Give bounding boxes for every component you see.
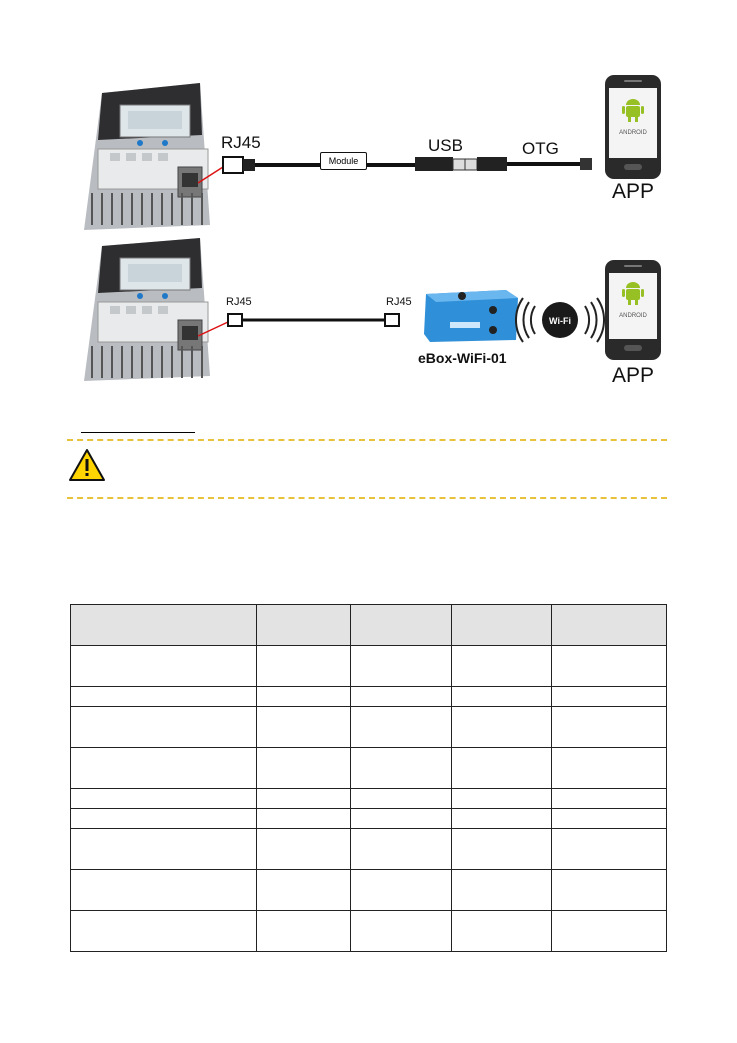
warning-top-divider — [67, 439, 667, 441]
label-otg: OTG — [522, 139, 559, 158]
label-usb: USB — [428, 136, 463, 155]
rj45-plug-icon — [223, 157, 320, 173]
micro-usb-plug-icon — [580, 158, 592, 170]
table-cell — [552, 707, 667, 748]
table-cell — [71, 748, 257, 789]
table-cell — [452, 911, 552, 952]
table-cell — [552, 809, 667, 829]
table-cell — [71, 829, 257, 870]
table-cell — [71, 646, 257, 687]
table-cell — [452, 707, 552, 748]
table-header-cell — [552, 605, 667, 646]
table-cell — [552, 829, 667, 870]
table-header-cell — [452, 605, 552, 646]
table-row — [71, 707, 667, 748]
table-cell — [351, 789, 452, 809]
solar-controller-icon — [84, 83, 210, 230]
table-cell — [351, 911, 452, 952]
table-row — [71, 829, 667, 870]
table-cell — [351, 748, 452, 789]
label-rj45-top: RJ45 — [221, 133, 261, 152]
table-cell — [71, 687, 257, 707]
table-cell — [256, 687, 351, 707]
table-cell — [71, 870, 257, 911]
rj45-cable-icon — [228, 314, 399, 326]
table-cell — [351, 809, 452, 829]
table-cell — [71, 707, 257, 748]
label-rj45-left: RJ45 — [226, 296, 252, 308]
table-cell — [351, 870, 452, 911]
table-cell — [351, 707, 452, 748]
table-cell — [351, 646, 452, 687]
table-cell — [256, 646, 351, 687]
android-phone-icon — [604, 74, 662, 180]
table-cell — [452, 809, 552, 829]
table-cell — [452, 687, 552, 707]
table-cell — [256, 870, 351, 911]
table-row — [71, 687, 667, 707]
table-row — [71, 789, 667, 809]
heading-underline — [81, 432, 195, 433]
table-cell — [552, 646, 667, 687]
diagram-usb-connection — [80, 75, 670, 235]
label-app-bottom: APP — [612, 364, 655, 387]
table-cell — [452, 748, 552, 789]
table-cell — [452, 829, 552, 870]
table-cell — [452, 870, 552, 911]
label-rj45-right: RJ45 — [386, 296, 412, 308]
table-cell — [552, 789, 667, 809]
module-box: Module — [320, 152, 367, 170]
table-row — [71, 809, 667, 829]
table-header-cell — [256, 605, 351, 646]
android-brand-text: ANDROID — [619, 313, 647, 319]
android-brand-text: ANDROID — [619, 130, 647, 136]
solar-controller-icon — [84, 238, 210, 381]
table-header-cell — [71, 605, 257, 646]
table-cell — [452, 789, 552, 809]
warning-icon — [68, 448, 106, 482]
android-phone-icon — [604, 259, 662, 361]
table-row — [71, 911, 667, 952]
table-header-cell — [351, 605, 452, 646]
table-row — [71, 870, 667, 911]
label-ebox-wifi: eBox-WiFi-01 — [418, 350, 507, 366]
table-row — [71, 748, 667, 789]
table-cell — [71, 911, 257, 952]
table-cell — [351, 829, 452, 870]
diagram-wifi-connection — [80, 236, 680, 386]
label-app-top: APP — [612, 180, 655, 203]
warning-bottom-divider — [67, 497, 667, 499]
table-cell — [452, 646, 552, 687]
table-cell — [256, 829, 351, 870]
table-row — [71, 646, 667, 687]
table-cell — [256, 707, 351, 748]
table-cell — [552, 870, 667, 911]
usb-connector-icon — [415, 157, 507, 171]
ebox-wifi-device-icon — [424, 290, 518, 342]
table-cell — [552, 911, 667, 952]
table-header-row — [71, 605, 667, 646]
table-cell — [71, 789, 257, 809]
table-cell — [552, 748, 667, 789]
table-cell — [256, 809, 351, 829]
spec-table — [70, 604, 667, 952]
table-cell — [351, 687, 452, 707]
table-cell — [256, 748, 351, 789]
table-cell — [256, 911, 351, 952]
wifi-label: Wi-Fi — [549, 316, 571, 326]
table-cell — [71, 809, 257, 829]
table-cell — [552, 687, 667, 707]
table-cell — [256, 789, 351, 809]
